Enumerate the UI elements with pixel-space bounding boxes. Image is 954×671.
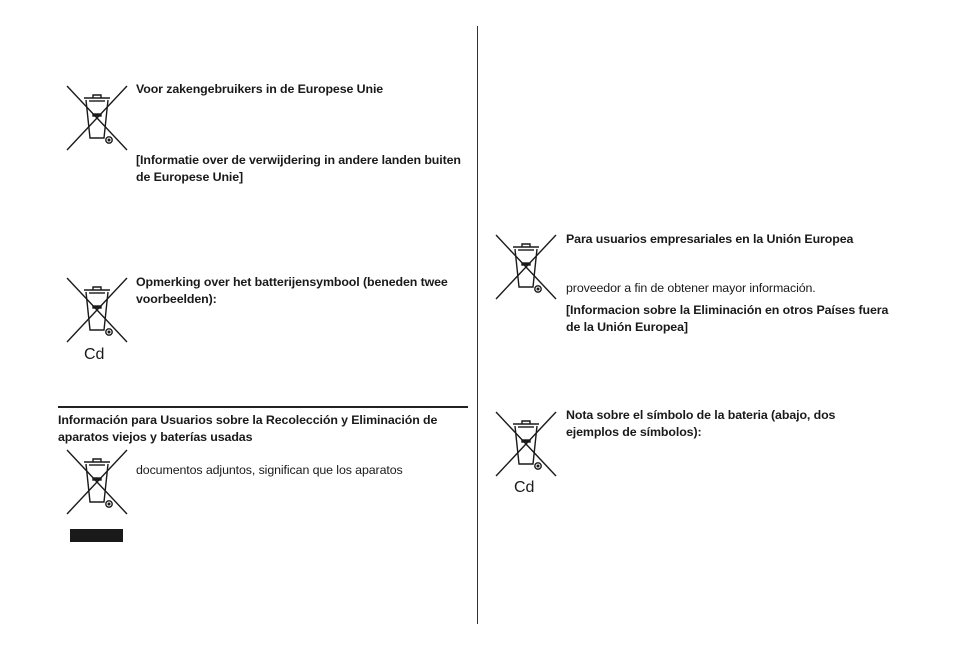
crossed-bin-icon bbox=[494, 233, 558, 301]
es-battery-title: Nota sobre el símbolo de la bateria (abajo, dos ejemplos de símbolos): bbox=[566, 408, 836, 439]
cadmium-symbol: Cd bbox=[84, 346, 105, 363]
crossed-bin-icon bbox=[65, 448, 129, 516]
cadmium-symbol: Cd bbox=[514, 479, 535, 496]
crossed-bin-icon bbox=[494, 410, 558, 478]
es-outside-eu-title: [Informacion sobre la Eliminación en otros Países fuera de la Unión Europea] bbox=[566, 303, 889, 334]
nl-battery-title: Opmerking over het batterijensymbool (beneden twee voorbeelden): bbox=[136, 275, 448, 306]
es-collection-text: documentos adjuntos, significan que los aparatos bbox=[136, 463, 403, 477]
black-bar-symbol bbox=[70, 529, 123, 542]
es-business-title: Para usuarios empresariales en la Unión Europea bbox=[566, 232, 854, 246]
nl-outside-eu-title: [Informatie over de verwijdering in andere landen buiten de Europese Unie] bbox=[136, 153, 461, 184]
section-rule bbox=[58, 406, 468, 408]
es-business-text: proveedor a fin de obtener mayor información. bbox=[566, 281, 816, 295]
crossed-bin-icon bbox=[65, 84, 129, 152]
nl-business-title: Voor zakengebruikers in de Europese Unie bbox=[136, 82, 384, 96]
es-collection-title: Información para Usuarios sobre la Recolección y Eliminación de aparatos viejos y baterías usadas bbox=[58, 413, 438, 444]
column-divider bbox=[477, 26, 478, 624]
crossed-bin-icon bbox=[65, 276, 129, 344]
